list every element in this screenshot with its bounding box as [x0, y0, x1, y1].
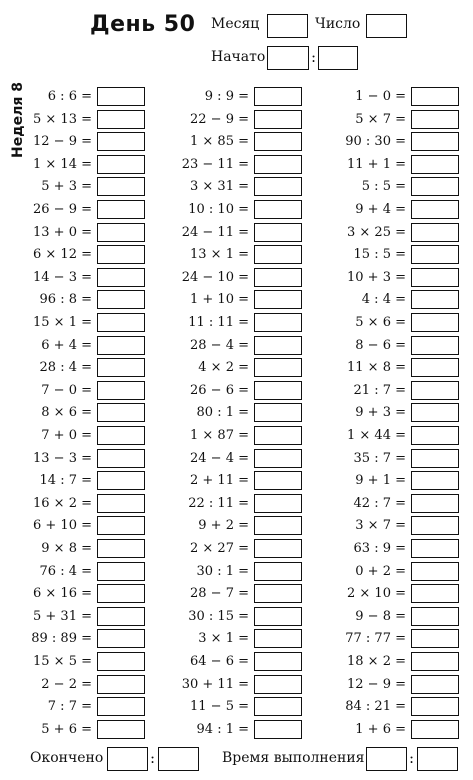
problem-expression: 2 × 10 =: [347, 586, 406, 602]
problem-row: [0, 449, 473, 468]
problem-expression: 1 × 87 =: [190, 428, 249, 443]
problem-row: [0, 675, 473, 694]
problem-expression: 14 : 7 =: [39, 473, 92, 489]
answer-box[interactable]: [411, 562, 459, 581]
problem-row: [0, 629, 473, 648]
problem-expression: 28 − 7 =: [190, 586, 249, 602]
problem-expression: 1 + 10 =: [190, 292, 249, 308]
answer-box[interactable]: [411, 381, 459, 400]
problem-expression: 4 : 4 =: [361, 292, 406, 308]
problem-expression: 5 × 6 =: [355, 315, 406, 330]
problem-expression: 35 : 7 =: [353, 450, 406, 466]
problem-expression: 64 − 6 =: [190, 654, 249, 669]
problem-row: [0, 381, 473, 400]
problem-expression: 9 + 1 =: [355, 473, 406, 489]
problem-row: [0, 562, 473, 581]
problem-expression: 94 : 1 =: [196, 721, 249, 737]
answer-box[interactable]: [411, 177, 459, 196]
problem-expression: 9 + 2 =: [198, 518, 249, 534]
problem-expression: 6 × 12 =: [33, 247, 92, 263]
problem-expression: 9 × 8 =: [41, 541, 92, 556]
problem-row: [0, 720, 473, 739]
problem-row: [0, 652, 473, 671]
problem-expression: 89 : 89 =: [31, 631, 92, 647]
answer-box[interactable]: [411, 223, 459, 242]
problem-expression: 30 : 1 =: [196, 563, 249, 579]
problem-expression: 6 : 6 =: [47, 89, 92, 104]
problem-expression: 16 × 2 =: [33, 495, 92, 511]
problem-expression: 6 + 4 =: [41, 337, 92, 353]
problem-expression: 5 : 5 =: [361, 179, 406, 195]
duration-colon: :: [409, 749, 415, 767]
problem-row: [0, 697, 473, 716]
problem-expression: 5 × 7 =: [355, 111, 406, 127]
problem-expression: 22 − 9 =: [190, 111, 249, 127]
problem-expression: 0 + 2 =: [355, 563, 406, 579]
problem-expression: 80 : 1 =: [196, 405, 249, 421]
problem-expression: 90 : 30 =: [345, 134, 406, 150]
answer-box[interactable]: [411, 200, 459, 219]
problem-expression: 3 × 25 =: [347, 224, 406, 240]
problem-row: [0, 313, 473, 332]
problem-expression: 6 × 16 =: [33, 586, 92, 602]
problem-expression: 22 : 11 =: [188, 495, 249, 511]
answer-box[interactable]: [411, 697, 459, 716]
month-label: Месяц: [211, 16, 260, 32]
answer-box[interactable]: [411, 313, 459, 332]
duration-minutes-field[interactable]: [417, 747, 458, 771]
problem-expression: 5 + 31 =: [33, 608, 92, 624]
problem-row: [0, 200, 473, 219]
problem-row: [0, 223, 473, 242]
problem-expression: 11 − 5 =: [190, 699, 249, 715]
problem-expression: 24 − 11 =: [181, 224, 249, 240]
problem-expression: 8 − 6 =: [355, 337, 406, 353]
problem-expression: 11 × 8 =: [347, 360, 406, 376]
problem-expression: 28 : 4 =: [39, 360, 92, 376]
finished-hours-field[interactable]: [107, 747, 148, 771]
month-field[interactable]: [267, 14, 308, 38]
problem-expression: 7 : 7 =: [47, 699, 92, 715]
problem-expression: 26 − 9 =: [33, 202, 92, 217]
problem-expression: 1 × 14 =: [33, 156, 92, 172]
duration-label: Время выполнения: [222, 750, 365, 766]
problem-expression: 1 × 44 =: [347, 428, 406, 443]
problem-expression: 1 + 6 =: [355, 721, 406, 737]
started-hours-field[interactable]: [267, 46, 309, 70]
problem-expression: 7 + 0 =: [41, 428, 92, 443]
problem-row: [0, 539, 473, 558]
problem-expression: 3 × 1 =: [198, 631, 249, 647]
problem-expression: 77 : 77 =: [345, 631, 406, 647]
problem-expression: 15 × 1 =: [33, 315, 92, 330]
answer-box[interactable]: [411, 494, 459, 513]
problem-expression: 76 : 4 =: [39, 563, 92, 579]
problem-expression: 13 × 1 =: [190, 247, 249, 263]
problem-row: [0, 471, 473, 490]
started-label: Начато: [211, 49, 266, 65]
answer-box[interactable]: [411, 720, 459, 739]
problem-expression: 2 × 27 =: [190, 541, 249, 556]
week-label: Неделя 8: [10, 82, 26, 158]
duration-hours-field[interactable]: [366, 747, 407, 771]
answer-box[interactable]: [411, 584, 459, 603]
problem-expression: 10 + 3 =: [347, 269, 406, 285]
problem-expression: 9 + 4 =: [355, 202, 406, 217]
answer-box[interactable]: [411, 403, 459, 422]
answer-box[interactable]: [411, 110, 459, 129]
problem-expression: 2 − 2 =: [41, 676, 92, 692]
problem-expression: 12 − 9 =: [347, 676, 406, 692]
answer-box[interactable]: [411, 539, 459, 558]
problem-expression: 2 + 11 =: [190, 473, 249, 489]
problem-expression: 15 : 5 =: [353, 247, 406, 263]
finished-minutes-field[interactable]: [158, 747, 199, 771]
problem-expression: 1 × 85 =: [190, 134, 249, 150]
problem-expression: 4 × 2 =: [198, 360, 249, 376]
problem-expression: 5 + 3 =: [41, 179, 92, 195]
answer-box[interactable]: [411, 449, 459, 468]
answer-box[interactable]: [411, 132, 459, 151]
answer-box[interactable]: [411, 245, 459, 264]
answer-box[interactable]: [411, 290, 459, 309]
answer-box[interactable]: [411, 268, 459, 287]
problem-expression: 96 : 8 =: [39, 292, 92, 308]
answer-box[interactable]: [411, 675, 459, 694]
page-title: День 50: [90, 12, 196, 37]
problem-row: [0, 336, 473, 355]
problem-expression: 10 : 10 =: [188, 202, 249, 217]
problem-expression: 12 − 9 =: [33, 134, 92, 150]
answer-box[interactable]: [411, 629, 459, 648]
problem-row: [0, 426, 473, 445]
answer-box[interactable]: [411, 516, 459, 535]
finished-colon: :: [150, 749, 156, 767]
problem-expression: 11 + 1 =: [347, 156, 406, 172]
problem-row: [0, 110, 473, 129]
problem-expression: 23 − 11 =: [181, 156, 249, 172]
problem-row: [0, 155, 473, 174]
problem-expression: 15 × 5 =: [33, 654, 92, 669]
problem-expression: 63 : 9 =: [353, 541, 406, 556]
problem-expression: 30 + 11 =: [181, 676, 249, 692]
problem-row: [0, 245, 473, 264]
problem-row: [0, 177, 473, 196]
problem-row: [0, 516, 473, 535]
problem-expression: 18 × 2 =: [347, 654, 406, 669]
problem-row: [0, 87, 473, 106]
problem-expression: 9 + 3 =: [355, 405, 406, 421]
problem-row: [0, 290, 473, 309]
problem-expression: 5 + 6 =: [41, 721, 92, 737]
problem-row: [0, 268, 473, 287]
answer-box[interactable]: [411, 358, 459, 377]
problem-row: [0, 403, 473, 422]
problem-expression: 42 : 7 =: [353, 495, 406, 511]
problem-expression: 3 × 7 =: [355, 518, 406, 534]
problem-expression: 28 − 4 =: [190, 337, 249, 353]
problem-expression: 14 − 3 =: [33, 269, 92, 285]
problem-row: [0, 607, 473, 626]
problem-row: [0, 494, 473, 513]
problem-expression: 5 × 13 =: [33, 111, 92, 127]
problem-expression: 21 : 7 =: [353, 382, 406, 398]
problem-expression: 6 + 10 =: [33, 518, 92, 534]
finished-label: Окончено: [30, 750, 104, 766]
answer-box[interactable]: [411, 336, 459, 355]
problem-expression: 26 − 6 =: [190, 382, 249, 398]
problem-expression: 13 − 3 =: [33, 450, 92, 466]
problem-expression: 3 × 31 =: [190, 179, 249, 195]
answer-box[interactable]: [411, 426, 459, 445]
problem-expression: 9 − 8 =: [355, 608, 406, 624]
started-colon: :: [311, 48, 317, 66]
problem-expression: 84 : 21 =: [345, 699, 406, 715]
problem-expression: 9 : 9 =: [204, 89, 249, 104]
started-minutes-field[interactable]: [318, 46, 358, 70]
answer-box[interactable]: [411, 471, 459, 490]
problem-row: [0, 132, 473, 151]
problem-expression: 30 : 15 =: [188, 608, 249, 624]
problem-row: [0, 358, 473, 377]
problem-expression: 8 × 6 =: [41, 405, 92, 421]
problem-expression: 7 − 0 =: [41, 382, 92, 398]
date-field[interactable]: [366, 14, 407, 38]
date-label: Число: [315, 16, 361, 32]
answer-box[interactable]: [411, 652, 459, 671]
answer-box[interactable]: [411, 87, 459, 106]
answer-box[interactable]: [411, 607, 459, 626]
problem-expression: 24 − 4 =: [190, 450, 249, 466]
problem-expression: 24 − 10 =: [181, 269, 249, 285]
problem-expression: 13 + 0 =: [33, 224, 92, 240]
problem-expression: 11 : 11 =: [188, 315, 249, 330]
problem-expression: 1 − 0 =: [355, 89, 406, 104]
problem-row: [0, 584, 473, 603]
answer-box[interactable]: [411, 155, 459, 174]
